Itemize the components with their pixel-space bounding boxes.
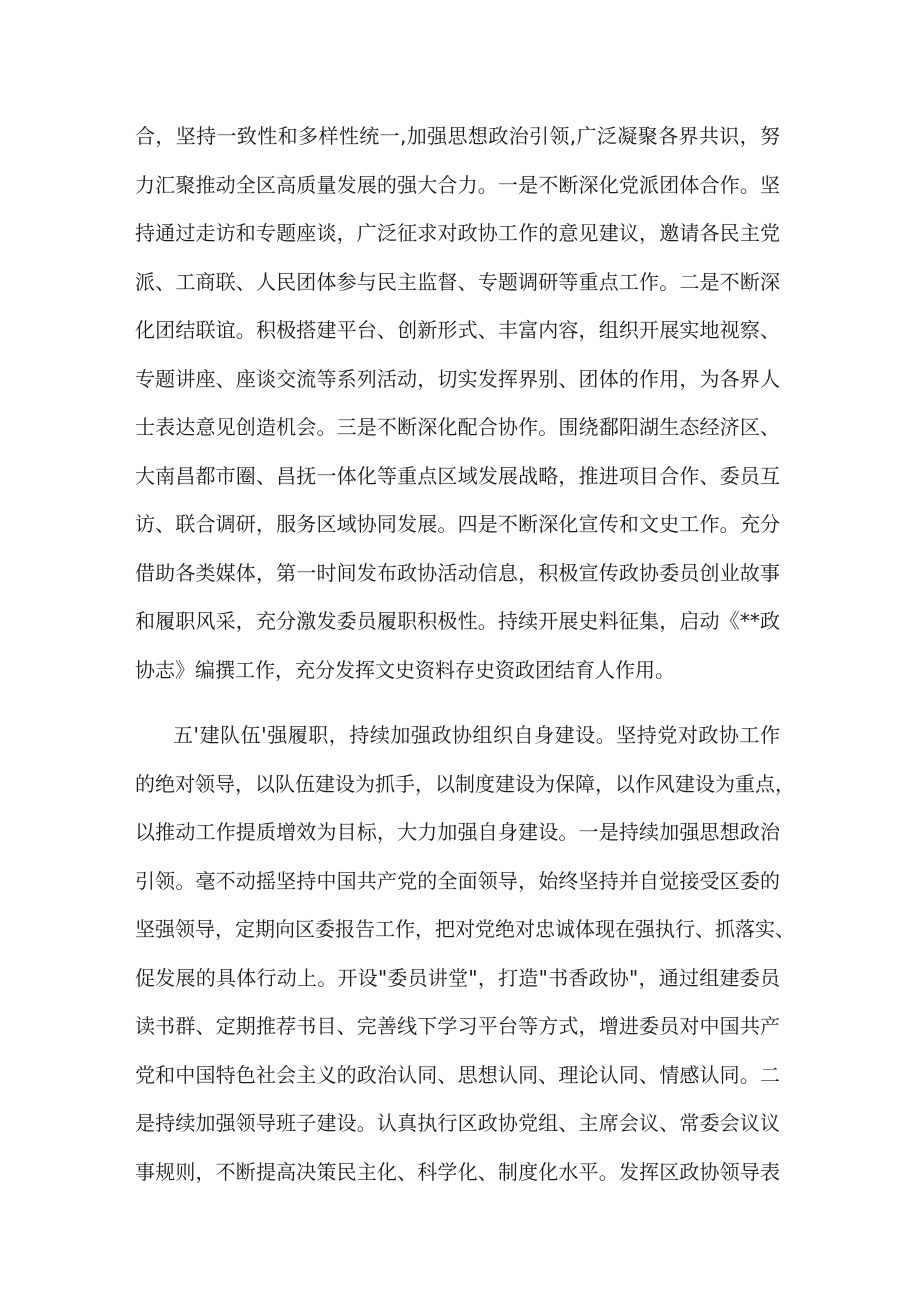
text-line: 和履职风采，充分激发委员履职积极性。持续开展史料征集，启动《**政 [135,609,780,633]
text-line: 力汇聚推动全区高质量发展的强大合力。一是不断深化党派团体合作。坚 [135,172,780,197]
paragraph-gap [135,694,780,711]
text-line: 引领。毫不动摇坚持中国共产党的全面领导，始终坚持并自觉接受区委的 [135,868,780,893]
text-line: 事规则，不断提高决策民主化、科学化、制度化水平。发挥区政协领导表 [135,1159,780,1184]
text-line: 五'建队伍'强履职，持续加强政协组织自身建设。坚持党对政协工作 [173,723,780,747]
text-line: 的绝对领导，以队伍建设为抓手，以制度建设为保障，以作风建设为重点， [135,771,795,796]
text-line: 协志》编撰工作，充分发挥文史资料存史资政团结育人作用。 [135,657,675,682]
paragraph-2 [135,711,795,1196]
text-line: 坚强领导，定期向区委报告工作，把对党绝对忠诚体现在强执行、抓落实、 [135,917,795,941]
body-text [135,112,795,1196]
text-line: 以推动工作提质增效为目标，大力加强自身建设。一是持续加强思想政治 [135,820,780,844]
text-line: 持通过走访和专题座谈，广泛征求对政协工作的意见建议，邀请各民主党 [135,221,780,245]
text-line: 大南昌都市圈、昌抚一体化等重点区域发展战略，推进项目合作、委员互 [135,463,780,488]
text-line: 党和中国特色社会主义的政治认同、思想认同、理论认同、情感认同。二 [135,1062,780,1087]
text-line: 读书群、定期推荐书目、完善线下学习平台等方式，增进委员对中国共产 [135,1014,780,1038]
text-line: 派、工商联、人民团体参与民主监督、专题调研等重点工作。二是不断深 [135,269,780,294]
paragraph-1 [135,112,780,694]
text-line: 士表达意见创造机会。三是不断深化配合协作。围绕鄱阳湖生态经济区、 [135,415,780,439]
text-line: 化团结联谊。积极搭建平台、创新形式、丰富内容，组织开展实地视察、 [135,318,780,342]
text-line: 是持续加强领导班子建设。认真执行区政协党组、主席会议、常委会议议 [135,1111,780,1135]
text-line: 借助各类媒体，第一时间发布政协活动信息，积极宣传政协委员创业故事 [135,560,780,585]
text-line: 合，坚持一致性和多样性统一,加强思想政治引领,广泛凝聚各界共识，努 [135,124,780,148]
text-line: 促发展的具体行动上。开设"委员讲堂"，打造"书香政协"，通过组建委员 [135,965,780,990]
text-line: 专题讲座、座谈交流等系列活动，切实发挥界别、团体的作用，为各界人 [135,366,780,391]
text-line: 访、联合调研，服务区域协同发展。四是不断深化宣传和文史工作。充分 [135,512,780,536]
